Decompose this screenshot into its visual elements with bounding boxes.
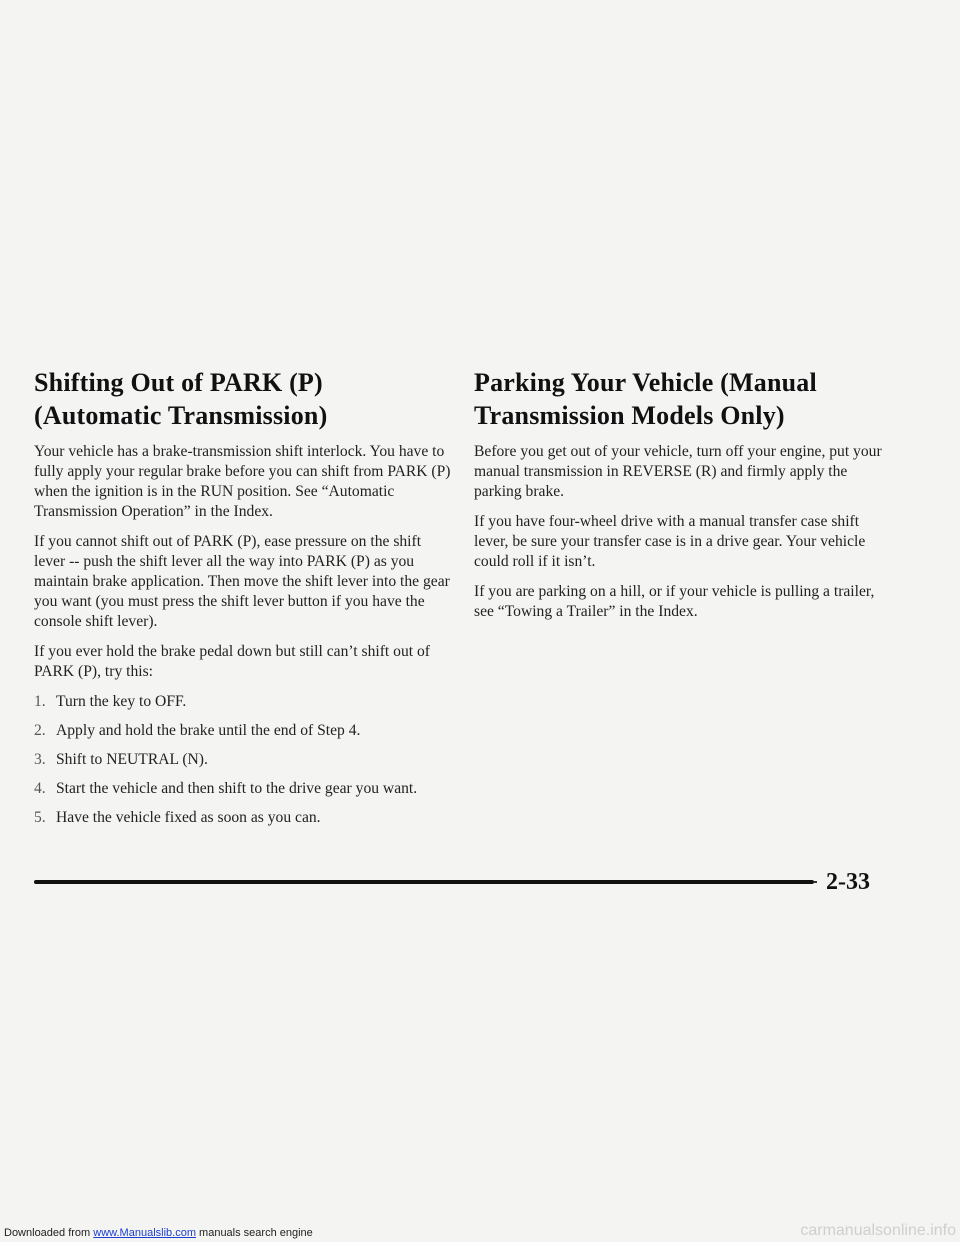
paragraph-hill-trailer: If you are parking on a hill, or if your vehicle is pulling a trailer, see “Towing a Trailer” in the Index. [474,583,875,620]
section-heading-shifting [34,366,454,432]
list-item [34,721,454,741]
paragraph-before-exit: Before you get out of your vehicle, turn off your engine, put your manual transmission in REVERSE (R) and firmly apply the parking brake. [474,443,882,500]
step-text: Apply and hold the brake until the end of Step 4. [56,722,361,739]
steps-list [34,692,454,828]
step-number: 1. [34,693,46,710]
footer-suffix: manuals search engine [195,1227,313,1239]
manualslib-link[interactable]: www.Manualslib.com [93,1227,196,1239]
right-column [474,366,894,632]
paragraph-interlock: Your vehicle has a brake-transmission shift interlock. You have to fully apply your regular brake before you can shift from PARK (P) when the ignition is in the RUN position. See “Automatic Transmission Operation” in the Index. [34,443,451,520]
footer-rule [34,880,814,884]
step-number: 5. [34,809,46,826]
step-number: 4. [34,780,46,797]
step-number: 3. [34,751,46,768]
list-item [34,750,454,770]
paragraph-four-wheel: If you have four-wheel drive with a manual transfer case shift lever, be sure your transfer case is in a drive gear. Your vehicle could roll if it isn’t. [474,513,866,570]
paragraph-ease-pressure: If you cannot shift out of PARK (P), ease pressure on the shift lever -- push the shift lever all the way into PARK (P) as you maintain brake application. Then move the shift lever into the gear you want (you must press the shift lever button if you have the console shift lever). [34,533,450,630]
list-item [34,779,454,799]
heading-line-1: Shifting Out of PARK (P) [34,368,323,397]
footer-rule-tail [814,881,817,883]
paragraph-try-this: If you ever hold the brake pedal down but still can’t shift out of PARK (P), try this: [34,643,430,680]
section-heading-parking [474,366,894,432]
watermark: carmanualsonline.info [800,1222,956,1239]
step-text: Shift to NEUTRAL (N). [56,751,208,768]
step-text: Start the vehicle and then shift to the drive gear you want. [56,780,418,797]
list-item [34,808,454,828]
step-number: 2. [34,722,46,739]
step-text: Have the vehicle fixed as soon as you can. [56,809,321,826]
step-text: Turn the key to OFF. [56,693,187,710]
heading-line-2: Transmission Models Only) [474,401,785,430]
left-column [34,366,454,837]
page-number: 2-33 [826,869,870,895]
heading-line-1: Parking Your Vehicle (Manual [474,368,817,397]
download-footer [4,1226,313,1240]
footer-prefix: Downloaded from [4,1227,94,1239]
heading-line-2: (Automatic Transmission) [34,401,328,430]
list-item [34,692,454,712]
